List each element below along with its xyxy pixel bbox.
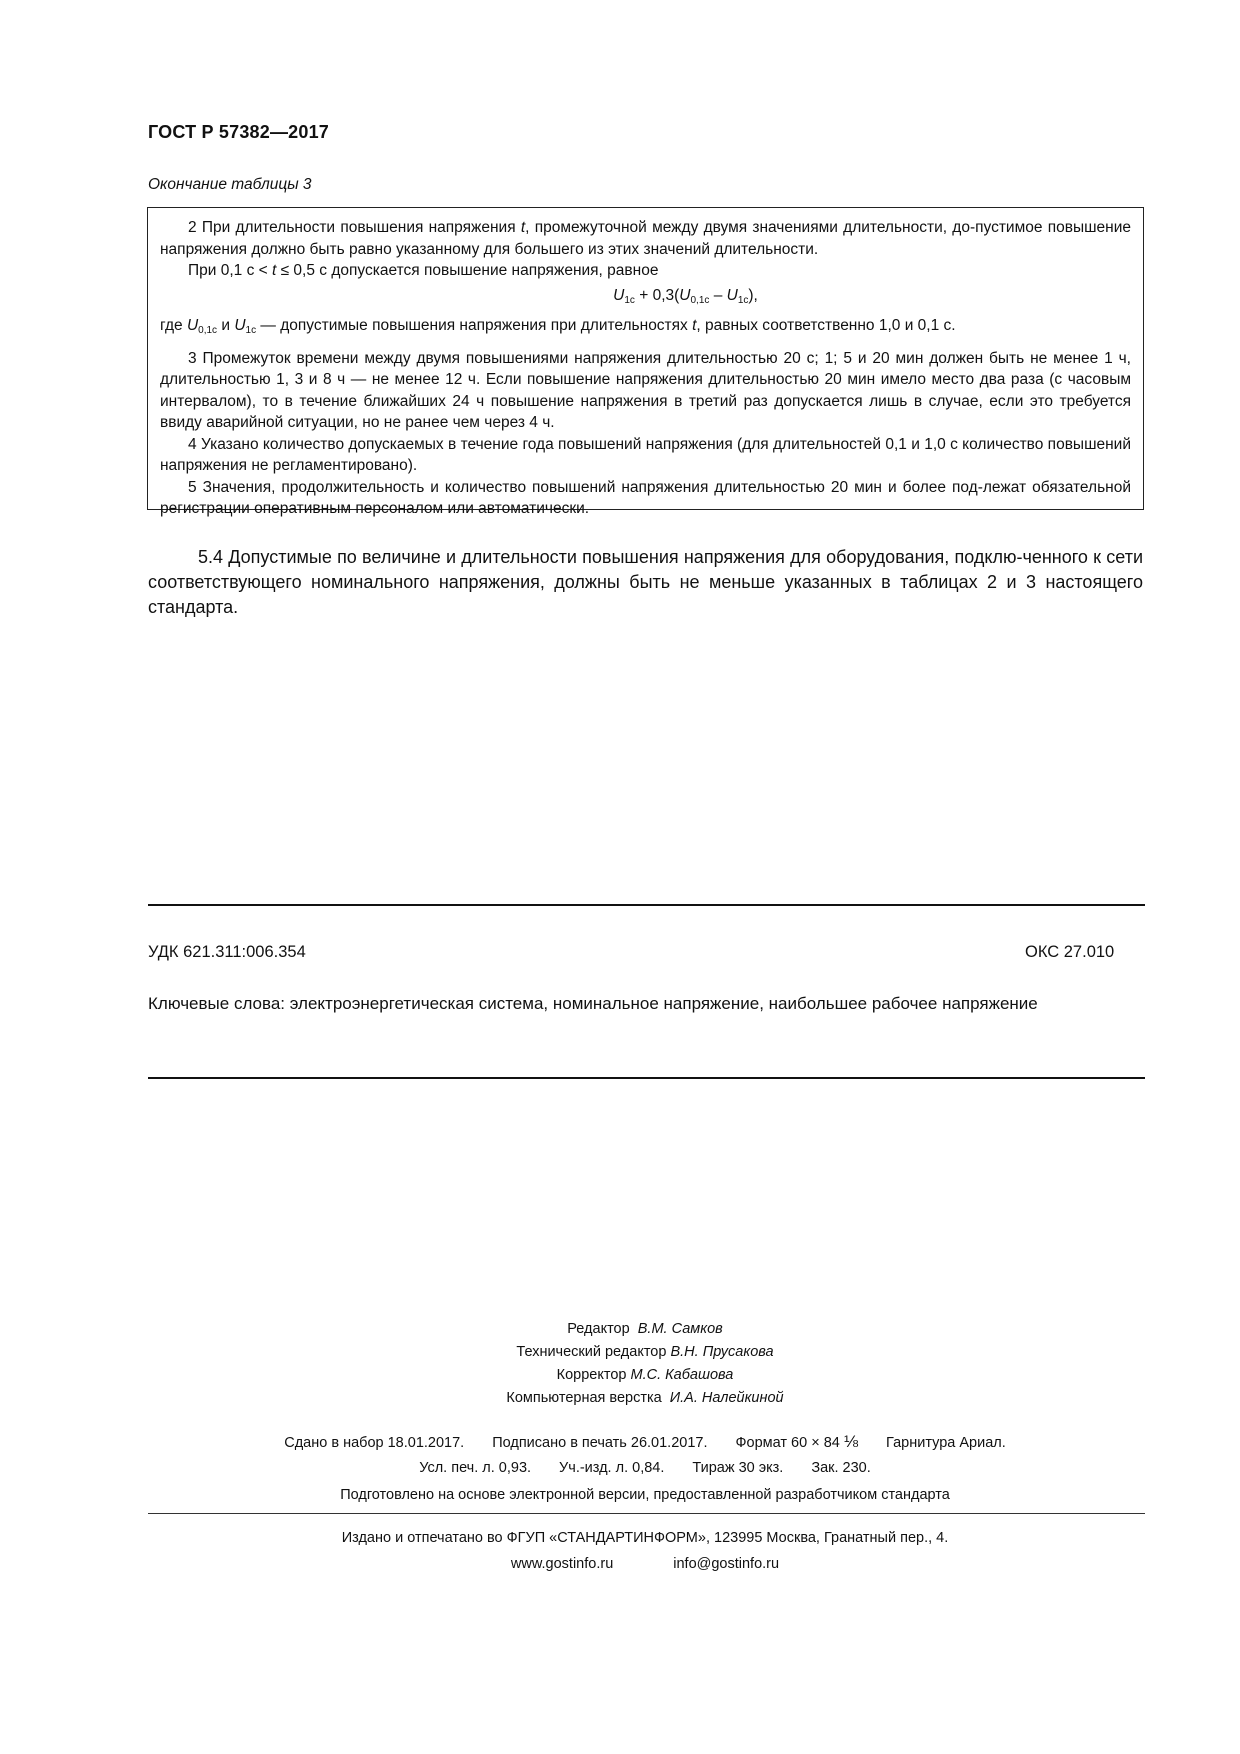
imprint-prepared: Подготовлено на основе электронной версии, предоставленной разработчиком стандарта (340, 1487, 950, 1503)
document-title: ГОСТ Р 57382—2017 (148, 122, 330, 142)
note-4: 4 Указано количество допускаемых в течение года повышений напряжения (для длительностей 0,1 и 1,0 с количество повышений напряжения не регламентировано). (160, 435, 1131, 474)
divider-top (148, 904, 1145, 906)
clause-text: 5.4 Допустимые по величине и длительности повышения напряжения для оборудования, подклю-ченного к сети соответствующего номинального напряжения, должны быть не меньше указанных в таблицах 2 и 3 настоящего стандарта. (148, 547, 1143, 617)
note-2: 2 При длительности повышения напряжения t, промежуточной между двумя значениями длительности, до-пустимое повышение напряжения должно быть равно указанному для большего из этих значений длительности. (160, 219, 1131, 258)
oks-code: ОКС 27.010 (1025, 943, 1115, 961)
clause-5-4 (148, 545, 1143, 620)
divider-bottom (148, 1077, 1145, 1079)
imprint-line-2: Усл. печ. л. 0,93. Уч.-изд. л. 0,84. Тираж 30 экз. Зак. 230. (419, 1460, 871, 1476)
email-link[interactable]: info@gostinfo.ru (673, 1556, 780, 1572)
table-continuation-caption: Окончание таблицы 3 (148, 176, 312, 193)
table-notes-box (147, 207, 1144, 517)
note-2-condition: При 0,1 с < t ≤ 0,5 с допускается повышение напряжения, равное (188, 262, 659, 279)
imprint-divider (148, 1513, 1145, 1514)
note-3: 3 Промежуток времени между двумя повышениями напряжения длительностью 20 с; 1; 5 и 20 мин должен быть не менее 1 ч, длительностью 1, 3 и 8 ч — не менее 12 ч. Если повышение напряжения длительностью 20 мин имело место два раза (с часовым интервалом), то в течение ближайших 24 ч повышение напряжения в третий раз допускается лишь в случае, если это требуется ввиду аварийной ситуации, но не ранее чем через 4 ч. (160, 349, 1131, 431)
keywords: Ключевые слова: электроэнергетическая система, номинальное напряжение, наибольшее рабочее напряжение (148, 994, 1038, 1013)
note-5: 5 Значения, продолжительность и количество повышений напряжения длительностью 20 мин и более под-лежат обязательной регистрации оперативным персоналом или автоматически. (160, 478, 1131, 517)
credit-tech-editor: Технический редактор В.Н. Прусакова (516, 1344, 774, 1360)
formula-where: где $U_{0,1с}$ и $U_{1с}$ — допустимые повышения напряжения при длительностях t, равных соответственно 1,0 и 0,1 с. (160, 317, 956, 336)
imprint-line-1: Сдано в набор 18.01.2017. Подписано в печать 26.01.2017. Формат 60 × 84 ⅛ Гарнитура Ариал. (284, 1432, 1006, 1451)
formula: $U_{1с} + 0,3(U_{0,1с} - U_{1с})$, (613, 286, 758, 306)
udk-code: УДК 621.311:006.354 (148, 943, 306, 961)
credit-layout: Компьютерная верстка И.А. Налейкиной (506, 1390, 784, 1406)
credit-editor: Редактор В.М. Самков (567, 1321, 723, 1337)
imprint-contacts (0, 1556, 1240, 1572)
website-link[interactable]: www.gostinfo.ru (510, 1556, 614, 1572)
imprint-publisher: Издано и отпечатано во ФГУП «СТАНДАРТИНФОРМ», 123995 Москва, Гранатный пер., 4. (341, 1530, 949, 1546)
credit-corrector: Корректор М.С. Кабашова (556, 1367, 734, 1383)
credits-block (0, 1318, 1240, 1410)
